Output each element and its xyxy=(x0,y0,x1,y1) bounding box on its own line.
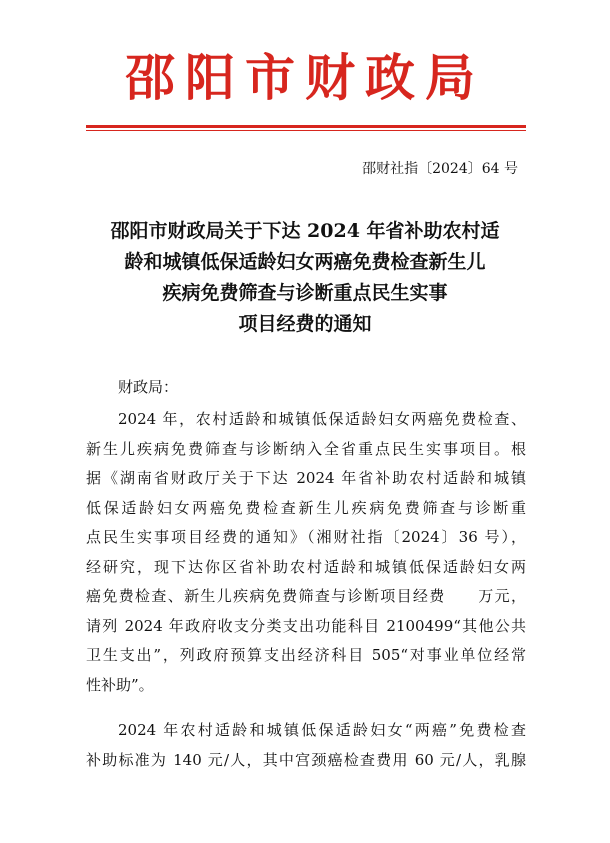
paragraph-line: 癌免费检查、新生儿疾病免费筛查与诊断项目经费 万元， xyxy=(86,587,526,605)
body-paragraph-2 xyxy=(86,716,526,775)
salutation: 财政局： xyxy=(118,378,179,396)
paragraph-line: 2024 年，农村适龄和城镇低保适龄妇女两癌免费检查、 xyxy=(118,410,526,428)
body-paragraph-1 xyxy=(86,405,526,700)
paragraph-line: 补助标准为 140 元/人，其中宫颈癌检查费用 60 元/人，乳腺 xyxy=(86,750,526,769)
paragraph-line: 卫生支出”，列政府预算支出经济科目 505“对事业单位经常 xyxy=(86,646,526,664)
title-line: 龄和城镇低保适龄妇女两癌免费检查新生儿 xyxy=(124,251,486,273)
paragraph-line: 性补助”。 xyxy=(86,675,154,694)
title-line: 疾病免费筛查与诊断重点民生实事 xyxy=(162,282,448,304)
title-line: 项目经费的通知 xyxy=(238,313,372,335)
paragraph-line: 低保适龄妇女两癌免费检查新生儿疾病免费筛查与诊断重 xyxy=(86,498,526,517)
paragraph-line: 新生儿疾病免费筛查与诊断纳入全省重点民生实事项目。根 xyxy=(86,439,526,458)
paragraph-line: 据《湖南省财政厅关于下达 2024 年省补助农村适龄和城镇 xyxy=(86,469,526,487)
letterhead-red-rule-thin xyxy=(86,130,526,131)
title-line: 邵阳市财政局关于下达 2024 年省补助农村适 xyxy=(110,220,500,242)
letterhead-org-name: 邵阳市财政局 xyxy=(125,49,485,107)
document-number: 邵财社指〔2024〕64 号 xyxy=(362,161,518,177)
document-title xyxy=(80,216,530,340)
paragraph-line: 请列 2024 年政府收支分类支出功能科目 2100499“其他公共 xyxy=(86,616,526,635)
paragraph-line: 2024 年农村适龄和城镇低保适龄妇女“两癌”免费检查 xyxy=(118,721,526,739)
letterhead-red-rule-thick xyxy=(86,125,526,128)
paragraph-line: 经研究，现下达你区省补助农村适龄和城镇低保适龄妇女两 xyxy=(86,557,526,576)
paragraph-line: 点民生实事项目经费的通知》（湘财社指〔2024〕36 号）， xyxy=(86,528,527,546)
